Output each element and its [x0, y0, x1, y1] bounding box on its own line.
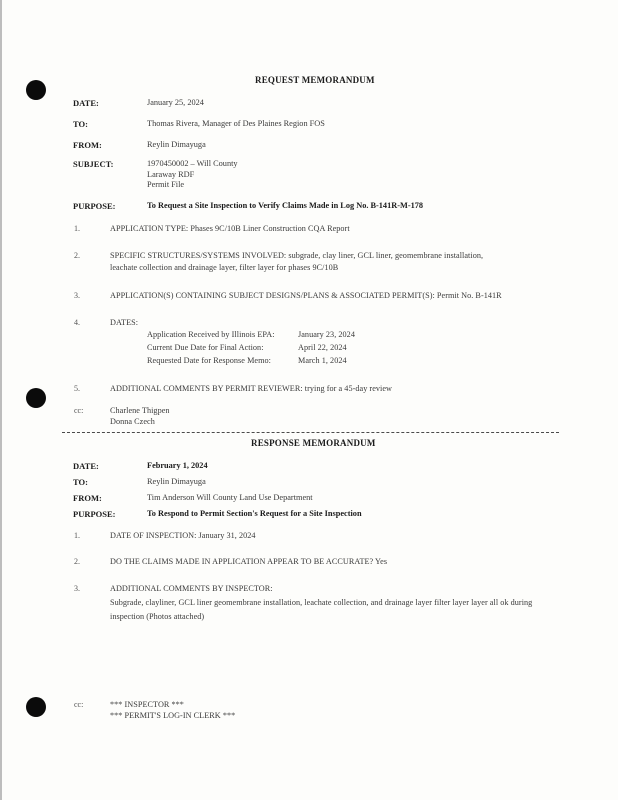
request-item-text: APPLICATION(S) CONTAINING SUBJECT DESIGNS/PLANS & ASSOCIATED PERMIT(S): Permit No. B-141R — [110, 291, 502, 300]
date-row-value: March 1, 2024 — [298, 356, 347, 365]
date-row-value: April 22, 2024 — [298, 343, 347, 352]
request-cc-label: cc: — [74, 406, 84, 415]
request-item-text: ADDITIONAL COMMENTS BY PERMIT REVIEWER: trying for a 45-day review — [110, 384, 393, 393]
response-from-label: FROM: — [73, 493, 102, 503]
section-divider — [62, 432, 559, 433]
date-row-label: Current Due Date for Final Action: — [147, 343, 264, 352]
request-subject-line: Laraway RDF — [147, 170, 195, 179]
request-from: Reylin Dimayuga — [147, 140, 206, 149]
request-date: January 25, 2024 — [147, 98, 204, 107]
request-date-label: DATE: — [73, 98, 99, 108]
request-to: Thomas Rivera, Manager of Des Plaines Region FOS — [147, 119, 325, 128]
request-cc-name: Donna Czech — [110, 417, 155, 426]
request-to-label: TO: — [73, 119, 88, 129]
response-from: Tim Anderson Will County Land Use Department — [147, 493, 313, 502]
request-title: REQUEST MEMORANDUM — [255, 75, 375, 85]
request-item-number: 2. — [74, 251, 80, 260]
request-item-text-continued: leachate collection and drainage layer, filter layer for phases 9C/10B — [110, 263, 339, 272]
response-item-number: 3. — [74, 584, 80, 593]
response-purpose: To Respond to Permit Section's Request for a Site Inspection — [147, 509, 362, 518]
response-item-text: DO THE CLAIMS MADE IN APPLICATION APPEAR TO BE ACCURATE? Yes — [110, 557, 388, 566]
response-cc-name: *** INSPECTOR *** — [110, 700, 184, 709]
response-item-number: 2. — [74, 557, 80, 566]
request-from-label: FROM: — [73, 140, 102, 150]
punch-hole — [26, 388, 46, 408]
response-date: February 1, 2024 — [147, 461, 208, 470]
response-title: RESPONSE MEMORANDUM — [251, 438, 376, 448]
response-to: Reylin Dimayuga — [147, 477, 206, 486]
page-edge — [0, 0, 2, 800]
request-item-text: SPECIFIC STRUCTURES/SYSTEMS INVOLVED: subgrade, clay liner, GCL liner, geomembrane installation, — [110, 251, 484, 260]
request-item-number: 3. — [74, 291, 80, 300]
response-item-text: ADDITIONAL COMMENTS BY INSPECTOR: — [110, 584, 273, 593]
response-purpose-label: PURPOSE: — [73, 509, 116, 519]
request-item-number: 1. — [74, 224, 80, 233]
punch-hole — [26, 80, 46, 100]
date-row-label: Requested Date for Response Memo: — [147, 356, 271, 365]
request-subject-line: Permit File — [147, 180, 185, 189]
response-cc-label: cc: — [74, 700, 84, 709]
punch-hole — [26, 697, 46, 717]
request-item-text: DATES: — [110, 318, 139, 327]
response-date-label: DATE: — [73, 461, 99, 471]
response-item-text: DATE OF INSPECTION: January 31, 2024 — [110, 531, 256, 540]
response-item-number: 1. — [74, 531, 80, 540]
response-cc-name: *** PERMIT'S LOG-IN CLERK *** — [110, 711, 236, 720]
request-cc-name: Charlene Thigpen — [110, 406, 170, 415]
date-row-label: Application Received by Illinois EPA: — [147, 330, 275, 339]
inspector-comment: Subgrade, clayliner, GCL liner geomembrane installation, leachate collection, and drainage layer filter layer layer all ok during inspection (Photos attached) — [110, 598, 533, 621]
request-item-number: 5. — [74, 384, 80, 393]
date-row-value: January 23, 2024 — [298, 330, 355, 339]
request-item-number: 4. — [74, 318, 80, 327]
response-to-label: TO: — [73, 477, 88, 487]
request-item-text: APPLICATION TYPE: Phases 9C/10B Liner Construction CQA Report — [110, 224, 350, 233]
request-subject-label: SUBJECT: — [73, 159, 114, 169]
request-purpose: To Request a Site Inspection to Verify Claims Made in Log No. B-141R-M-178 — [147, 201, 424, 210]
request-purpose-label: PURPOSE: — [73, 201, 116, 211]
request-subject-line: 1970450002 – Will County — [147, 159, 238, 168]
